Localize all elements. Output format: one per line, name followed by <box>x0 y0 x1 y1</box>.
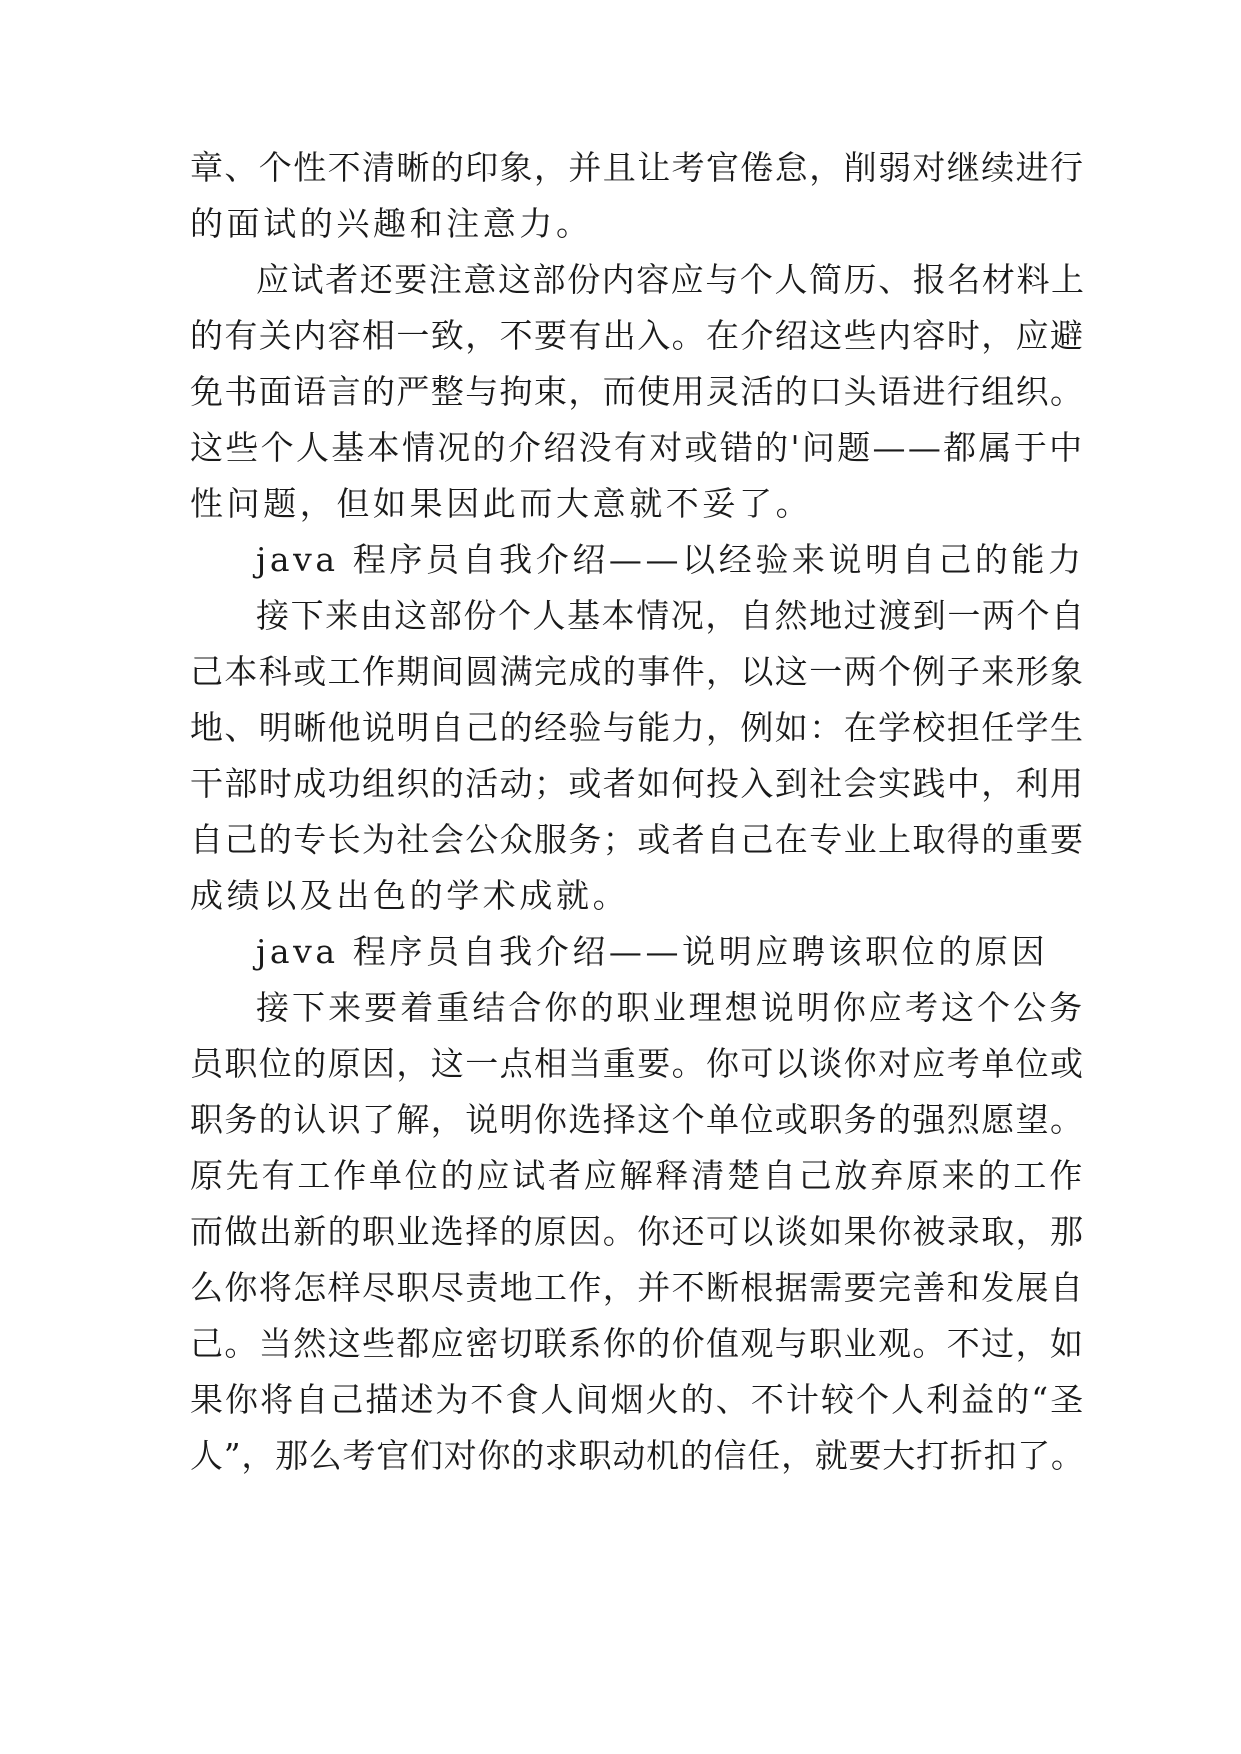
text-line: 的面试的兴趣和注意力。 <box>190 204 593 243</box>
text-line: 己。当然这些都应密切联系你的价值观与职业观。不过，如 <box>190 1324 1085 1363</box>
text-line: 免书面语言的严整与拘束，而使用灵活的口头语进行组织。 <box>190 372 1085 411</box>
text-line: 的有关内容相一致，不要有出入。在介绍这些内容时，应避 <box>190 316 1085 355</box>
text-line: 职务的认识了解，说明你选择这个单位或职务的强烈愿望。 <box>190 1100 1085 1139</box>
text-line: 么你将怎样尽职尽责地工作，并不断根据需要完善和发展自 <box>190 1268 1085 1307</box>
text-line: 人”，那么考官们对你的求职动机的信任，就要大打折扣了。 <box>190 1436 1085 1475</box>
text-line: 接下来要着重结合你的职业理想说明你应考这个公务 <box>256 988 1086 1027</box>
section-heading: java 程序员自我介绍——说明应聘该职位的原因 <box>256 932 1049 971</box>
text-line: 干部时成功组织的活动；或者如何投入到社会实践中，利用 <box>190 764 1085 803</box>
text-line: 员职位的原因，这一点相当重要。你可以谈你对应考单位或 <box>190 1044 1085 1083</box>
text-line: 而做出新的职业选择的原因。你还可以谈如果你被录取，那 <box>190 1212 1085 1251</box>
text-line: 地、明晰他说明自己的经验与能力，例如：在学校担任学生 <box>190 708 1085 747</box>
text-line: 果你将自己描述为不食人间烟火的、不计较个人利益的“圣 <box>190 1380 1086 1419</box>
text-line: 应试者还要注意这部份内容应与个人简历、报名材料上 <box>256 260 1086 299</box>
text-line: 自己的专长为社会公众服务；或者自己在专业上取得的重要 <box>190 820 1085 859</box>
section-heading: java 程序员自我介绍——以经验来说明自己的能力 <box>256 540 1085 579</box>
text-line: 己本科或工作期间圆满完成的事件，以这一两个例子来形象 <box>190 652 1085 691</box>
text-line: 成绩以及出色的学术成就。 <box>190 876 630 915</box>
text-line: 章、个性不清晰的印象，并且让考官倦怠，削弱对继续进行 <box>190 148 1085 187</box>
text-line: 接下来由这部份个人基本情况，自然地过渡到一两个自 <box>256 596 1086 635</box>
text-line: 这些个人基本情况的介绍没有对或错的'问题——都属于中 <box>190 428 1085 467</box>
text-line: 性问题，但如果因此而大意就不妥了。 <box>190 484 813 523</box>
text-line: 原先有工作单位的应试者应解释清楚自己放弃原来的工作 <box>190 1156 1085 1195</box>
